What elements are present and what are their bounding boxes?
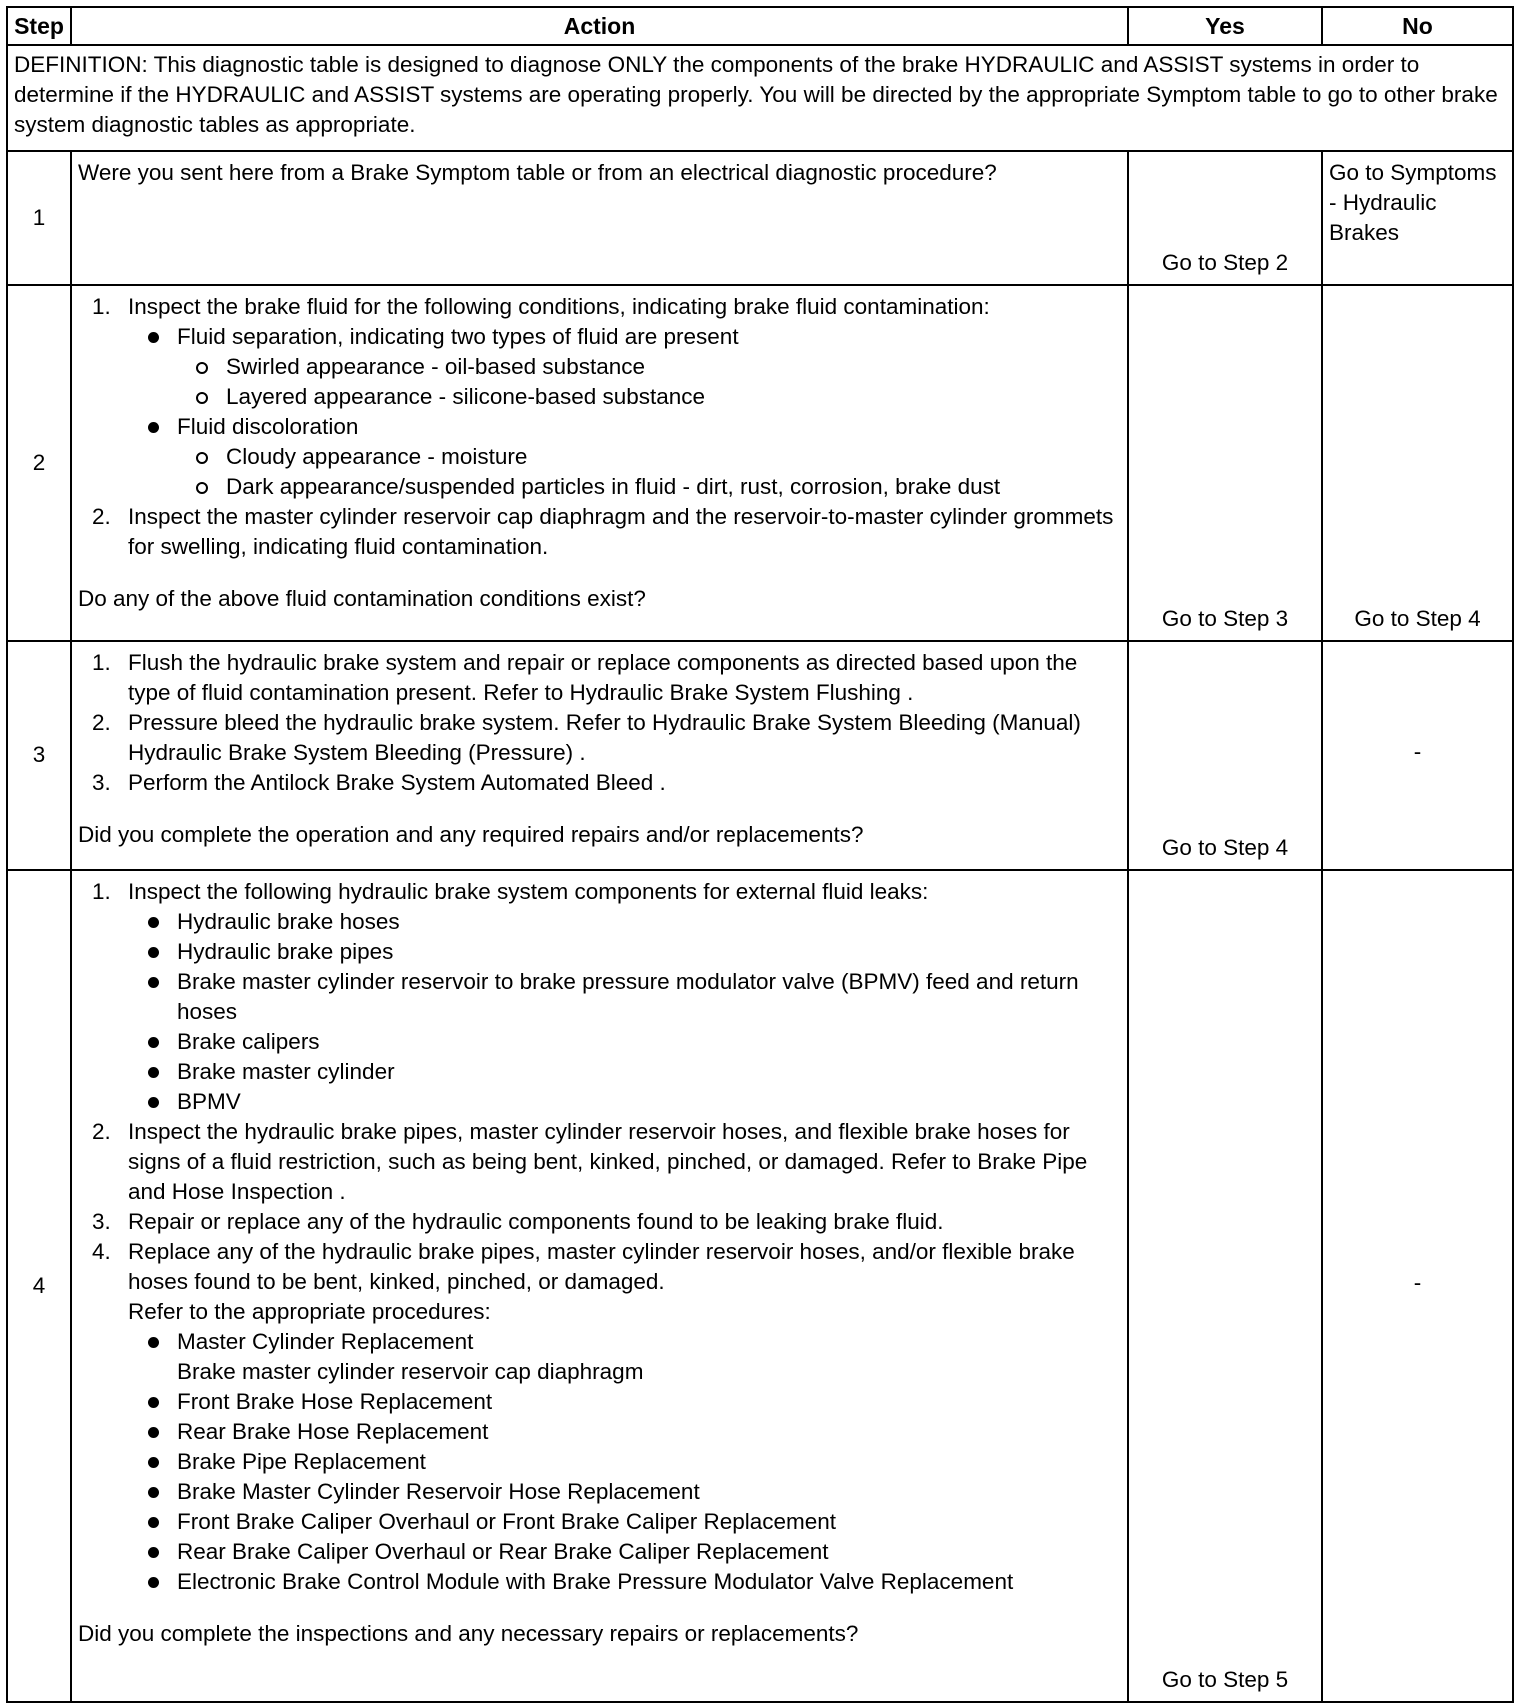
- list-item: [78, 292, 1121, 322]
- list-item: [78, 768, 1121, 798]
- step-number: 1: [7, 151, 71, 285]
- table-header-row: [7, 7, 1513, 45]
- list-item: [78, 648, 1121, 708]
- list-item: [78, 1117, 1121, 1207]
- list-item: Fluid separation, indicating two types of fluid are present: [78, 322, 1121, 352]
- definition-row: [7, 45, 1513, 151]
- list-item-note: Refer to the appropriate procedures:: [128, 1298, 491, 1324]
- action-cell: [71, 151, 1128, 285]
- action-cell: [71, 285, 1128, 641]
- item-text: Inspect the hydraulic brake pipes, master cylinder reservoir hoses, and flexible brake hoses for signs of a fluid restriction, such as being bent, kinked, pinched, or damaged. Refer to Brake Pipe and Hose Inspection .: [128, 1118, 1088, 1204]
- header-action: Action: [71, 7, 1128, 45]
- item-text: Inspect the master cylinder reservoir cap diaphragm and the reservoir-to-master cylinder grommets for swelling, indicating fluid contamination.: [128, 503, 1114, 559]
- no-link[interactable]: Go to Symptoms - Hydraulic Brakes: [1322, 151, 1513, 285]
- list-item: [78, 1207, 1121, 1237]
- item-number: 1.: [92, 878, 111, 904]
- list-item: Fluid discoloration: [78, 412, 1121, 442]
- item-text: Inspect the following hydraulic brake system components for external fluid leaks:: [128, 878, 929, 904]
- no-link[interactable]: Go to Step 4: [1322, 285, 1513, 641]
- list-item: Cloudy appearance - moisture: [78, 442, 1121, 472]
- item-text: Perform the Antilock Brake System Automated Bleed .: [128, 769, 666, 795]
- item-text: Flush the hydraulic brake system and repair or replace components as directed based upon the type of fluid contamination present. Refer to Hydraulic Brake System Flushing .: [128, 649, 1078, 705]
- step-number: 2: [7, 285, 71, 641]
- item-number: 2.: [92, 1118, 111, 1144]
- list-item: [78, 877, 1121, 907]
- list-item: Hydraulic brake pipes: [78, 937, 1121, 967]
- action-cell: [71, 870, 1128, 1702]
- step-question: Did you complete the inspections and any necessary repairs or replacements?: [78, 1620, 859, 1646]
- item-number: 2.: [92, 709, 111, 735]
- item-number: 3.: [92, 769, 111, 795]
- list-item: Brake master cylinder: [78, 1057, 1121, 1087]
- step-question: Were you sent here from a Brake Symptom table or from an electrical diagnostic procedure?: [78, 159, 997, 185]
- item-number: 4.: [92, 1238, 111, 1264]
- step-question: Did you complete the operation and any required repairs and/or replacements?: [78, 821, 864, 847]
- table-row: [7, 870, 1513, 1702]
- procedure-link[interactable]: Brake Pipe Replacement: [78, 1447, 1121, 1477]
- procedure-link[interactable]: Electronic Brake Control Module with Brake Pressure Modulator Valve Replacement: [78, 1567, 1121, 1597]
- yes-link[interactable]: Go to Step 3: [1128, 285, 1322, 641]
- header-no: No: [1322, 7, 1513, 45]
- diagnostic-table: [6, 6, 1514, 1703]
- yes-link[interactable]: Go to Step 4: [1128, 641, 1322, 870]
- item-number: 3.: [92, 1208, 111, 1234]
- yes-link[interactable]: Go to Step 2: [1128, 151, 1322, 285]
- list-item: BPMV: [78, 1087, 1121, 1117]
- item-number: 1.: [92, 649, 111, 675]
- item-number: 2.: [92, 503, 111, 529]
- item-number: 1.: [92, 293, 111, 319]
- list-item: Layered appearance - silicone-based substance: [78, 382, 1121, 412]
- list-item: Brake calipers: [78, 1027, 1121, 1057]
- header-step: Step: [7, 7, 71, 45]
- item-text: Inspect the brake fluid for the following conditions, indicating brake fluid contamination:: [128, 293, 990, 319]
- step-question: Do any of the above fluid contamination conditions exist?: [78, 585, 646, 611]
- procedure-link[interactable]: Rear Brake Caliper Overhaul or Rear Brake Caliper Replacement: [78, 1537, 1121, 1567]
- action-cell: [71, 641, 1128, 870]
- list-item: Brake master cylinder reservoir to brake pressure modulator valve (BPMV) feed and return hoses: [78, 967, 1121, 1027]
- list-item: Hydraulic brake hoses: [78, 907, 1121, 937]
- list-item-note: Brake master cylinder reservoir cap diaphragm: [177, 1358, 644, 1384]
- no-link: -: [1322, 870, 1513, 1702]
- item-text: Repair or replace any of the hydraulic components found to be leaking brake fluid.: [128, 1208, 944, 1234]
- table-row: [7, 151, 1513, 285]
- procedure-link[interactable]: Front Brake Caliper Overhaul or Front Brake Caliper Replacement: [78, 1507, 1121, 1537]
- definition-text: DEFINITION: This diagnostic table is designed to diagnose ONLY the components of the brake HYDRAULIC and ASSIST systems in order to determine if the HYDRAULIC and ASSIST systems are operating properly. You will be directed by the appropriate Symptom table to go to other brake system diagnostic tables as appropriate.: [7, 45, 1513, 151]
- item-text: Replace any of the hydraulic brake pipes, master cylinder reservoir hoses, and/or flexible brake hoses found to be bent, kinked, pinched, or damaged.: [128, 1238, 1075, 1294]
- no-link: -: [1322, 641, 1513, 870]
- list-item: [78, 502, 1121, 562]
- procedure-link[interactable]: Front Brake Hose Replacement: [78, 1387, 1121, 1417]
- step-number: 3: [7, 641, 71, 870]
- table-row: [7, 641, 1513, 870]
- list-item: [78, 1237, 1121, 1297]
- procedure-link[interactable]: Master Cylinder Replacement: [78, 1327, 1121, 1357]
- list-item: Dark appearance/suspended particles in fluid - dirt, rust, corrosion, brake dust: [78, 472, 1121, 502]
- header-yes: Yes: [1128, 7, 1322, 45]
- list-item: Swirled appearance - oil-based substance: [78, 352, 1121, 382]
- step-number: 4: [7, 870, 71, 1702]
- item-text: Pressure bleed the hydraulic brake system. Refer to Hydraulic Brake System Bleeding (Manual) Hydraulic Brake System Bleeding (Pressure) .: [128, 709, 1081, 765]
- procedure-link[interactable]: Rear Brake Hose Replacement: [78, 1417, 1121, 1447]
- table-row: [7, 285, 1513, 641]
- yes-link[interactable]: Go to Step 5: [1128, 870, 1322, 1702]
- list-item: [78, 708, 1121, 768]
- procedure-link[interactable]: Brake Master Cylinder Reservoir Hose Replacement: [78, 1477, 1121, 1507]
